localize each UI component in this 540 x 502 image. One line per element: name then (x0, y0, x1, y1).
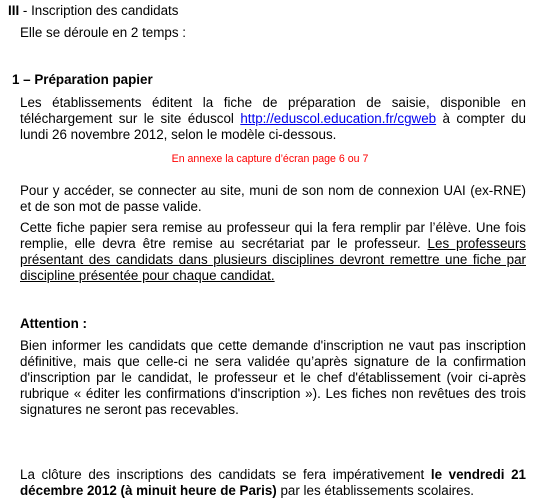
paragraph-closing-text-before: La clôture des inscriptions des candidats se fera impérativement (20, 467, 431, 482)
annex-note: En annexe la capture d’écran page 6 ou 7 (171, 153, 369, 165)
paragraph-paper-form (20, 220, 526, 284)
paragraph-closing (20, 467, 526, 499)
section-title: - Inscription des candidats (19, 3, 179, 18)
subsection-title: 1 – Préparation papier (12, 72, 153, 87)
paragraph-access: Pour y accéder, se connecter au site, muni de son nom de connexion UAI (ex-RNE) et de son mot de passe valide. (20, 183, 526, 214)
paragraph-download-text-before: Les établissements éditent la fiche de préparation de saisie, disponible en téléchargement sur le site éduscol (20, 95, 526, 126)
paragraph-paper-form-text: Cette fiche papier sera remise au professeur qui la fera remplir par l’élève. Une fois remplie, elle devra être remise au secrétariat par le professeur. (20, 220, 526, 251)
paragraph-download-text-after: à compter du lundi 26 novembre 2012, selon le modèle ci-dessous. (20, 111, 527, 142)
paragraph-attention: Bien informer les candidats que cette demande d'inscription ne vaut pas inscription définitive, mais que celle-ci ne sera validée qu’après signature de la confirmation d'inscription par le candidat, le professeur et le chef d'établissement (voir ci-après rubrique « éditer les confirmations d'inscription »). Les fiches non revêtues des trois signatures ne seront pas recevables. (20, 338, 526, 417)
section-number: III (8, 3, 20, 18)
section-heading (8, 3, 178, 19)
intro-text: Elle se déroule en 2 temps : (20, 25, 186, 40)
paragraph-closing-text-after: par les établissements scolaires. (276, 483, 474, 498)
closing-date: le vendredi 21 décembre 2012 (à minuit heure de Paris) (20, 467, 526, 498)
paragraph-download (20, 95, 526, 143)
attention-title: Attention : (20, 316, 87, 331)
paragraph-paper-form-underlined: Les professeurs présentant des candidats dans plusieurs disciplines devront remettre une fiche par discipline présentée pour chaque candidat. (20, 236, 526, 283)
eduscol-link[interactable]: http://eduscol.education.fr/cgweb (240, 111, 437, 126)
